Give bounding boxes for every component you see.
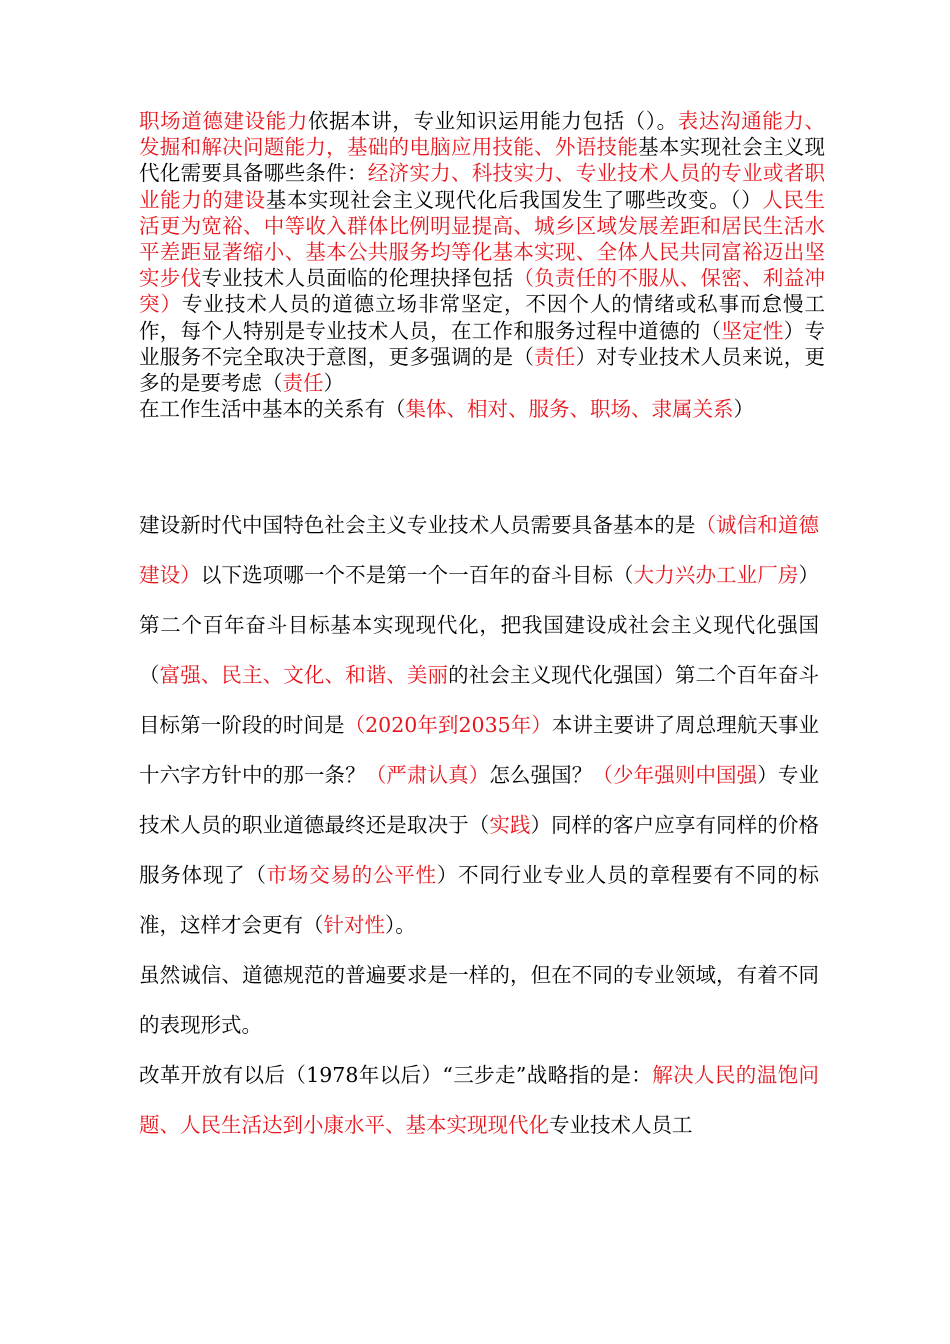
question-text: 基本实现社会主义现代化后我国发生了哪些改变。（） [265,187,763,212]
question-text: ）专业服务不完全取决于意图，更多强调的是（ [139,318,825,369]
qa-paragraph [139,396,825,422]
question-text: 的社会主义现代化强国）第二个百年奋斗目标第一阶段的时间是 [139,663,819,737]
answer-text: （2020年到2035年） [344,713,552,737]
qa-block-spaced [139,500,819,1150]
question-text: 专业技术人员面临的伦理抉择包括 [201,266,514,291]
question-text: ）第二个百年奋斗目标基本实现现代化，把我国建设成社会主义现代化强国（ [139,563,819,687]
answer-text: （严肃认真） [365,763,490,787]
answer-text: 责任 [282,371,324,396]
answer-text: 市场交易的公平性 [266,863,437,887]
answer-text: 表达沟通能力、发掘和解决问题能力，基础的电脑应用技能、外语技能 [139,109,825,160]
answer-text: 实践 [489,813,531,837]
answer-text: 职场道德建设能力 [139,109,308,133]
answer-text: （负责任的不服从、保密、利益冲突） [139,266,825,317]
answer-text: 针对性 [323,913,385,937]
answer-text: 经济实力、科技实力、专业技术人员的专业或者职业能力的建设 [139,161,825,212]
question-text: ）同样的客户应享有同样的价格服务体现了（ [139,813,819,887]
question-text: 基本实现社会主义现代化需要具备哪些条件： [139,135,825,186]
question-text: 建设新时代中国特色社会主义专业技术人员需要具备基本的是 [139,513,696,537]
statement-text: 虽然诚信、道德规范的普遍要求是一样的，但在不同的专业领域，有着不同的表现形式。 [139,963,819,1037]
answer-text: （诚信和道德建设） [139,513,819,587]
qa-paragraph [139,950,819,1050]
question-text: ） [733,397,754,422]
question-text: 以下选项哪一个不是第一个一百年的奋斗目标（ [200,563,634,587]
answer-text: 富强、民主、文化、和谐、美丽 [159,663,449,687]
answer-text: 责任 [534,344,576,369]
question-text: 怎么强国？ [489,763,593,787]
question-text: ） [323,371,344,396]
answer-text: （少年强则中国强 [592,763,758,787]
question-text: ）。 [385,913,416,937]
question-text: 专业技术人员的道德立场非常坚定，不因个人的情绪或私事而怠慢工作，每个人特别是专业技术人员，在工作和服务过程中道德的（ [139,292,826,343]
qa-paragraph [139,1050,819,1150]
qa-paragraph [139,108,825,396]
question-text: ）专业技术人员的职业道德最终还是取决于（ [139,763,819,837]
question-text: 专业技术人员工 [549,1113,693,1137]
answer-text: 人民生活更为宽裕、中等收入群体比例明显提高、城乡区域发展差距和居民生活水平差距显著缩小、基本公共服务均等化基本实现、全体人民共同富裕迈出坚实步伐 [139,187,825,291]
question-text: 依据本讲，专业知识运用能力包括（）。 [307,109,678,133]
answer-text: 大力兴办工业厂房 [633,563,799,587]
question-text: 在工作生活中基本的关系有（ [139,397,406,422]
question-text: ）不同行业专业人员的章程要有不同的标准，这样才会更有（ [139,863,820,937]
answer-text: 集体、相对、服务、职场、隶属关系 [405,397,734,422]
question-text: ）对专业技术人员来说，更多的是要考虑（ [139,344,825,396]
answer-text: 解决人民的温饱问题、人民生活达到小康水平、基本实现现代化 [139,1063,819,1137]
answer-text: 坚定性 [721,318,784,343]
qa-block-compact [139,108,825,422]
question-text: 改革开放有以后（1978年以后）“三步走”战略指的是： [139,1063,653,1087]
question-text: 本讲主要讲了周总理航天事业十六字方针中的那一条？ [139,713,820,787]
qa-paragraph [139,500,819,950]
